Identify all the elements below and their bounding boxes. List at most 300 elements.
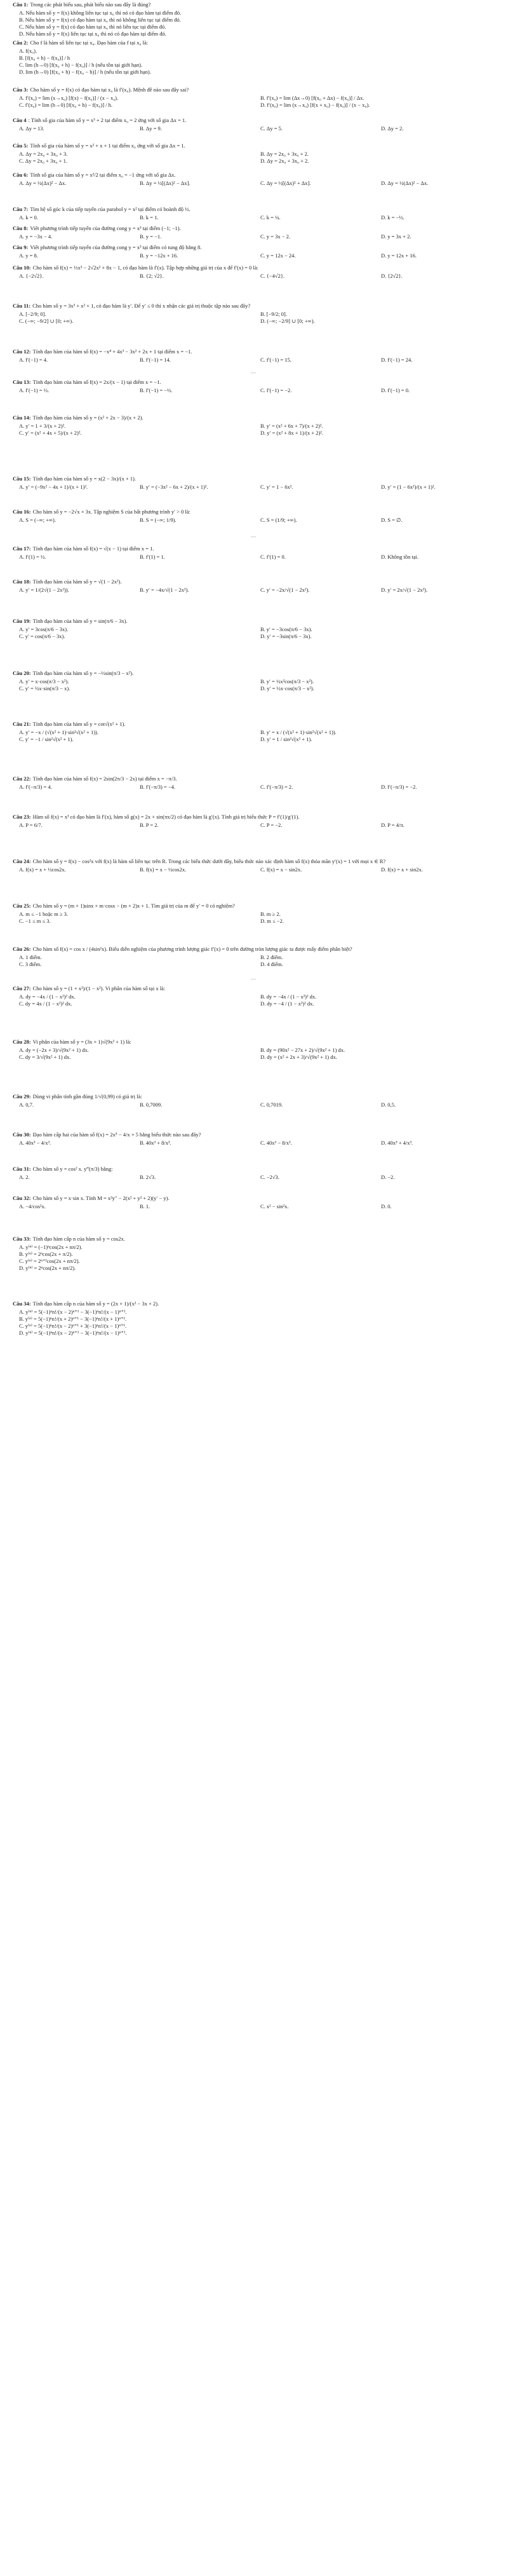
option-text: {2√2}. <box>387 273 403 279</box>
option-text: k = 1. <box>145 214 159 221</box>
option-text: dy = −4x / (1 − x²)² dx. <box>25 993 76 1000</box>
option-key: A. <box>19 954 25 960</box>
answer-options <box>13 993 495 1007</box>
option-text: dy = (90x² − 27x + 2)/√(9x² + 1) dx. <box>266 1047 345 1053</box>
question-9 <box>13 244 495 259</box>
answer-options <box>13 252 495 259</box>
option-text: Δy = ½[(Δx)² + Δx]. <box>266 180 311 186</box>
question-stem <box>13 414 495 421</box>
question-stem <box>13 348 495 355</box>
question-28 <box>13 1039 495 1061</box>
option-key: A. <box>19 151 25 157</box>
option-text: y = 3x − 2. <box>266 233 291 240</box>
option-text: y′ = −2x/√(1 − 2x²). <box>266 587 310 593</box>
option-key: A. <box>19 729 25 735</box>
answer-option-c <box>13 633 254 640</box>
option-key: C. <box>19 430 24 436</box>
option-key: D. <box>381 1174 387 1180</box>
option-key: A. <box>19 387 25 393</box>
option-key: C. <box>260 180 265 186</box>
option-text: y⁽ⁿ⁾ = 2ⁿ⁺¹cos(2x + nπ/2). <box>25 1258 80 1264</box>
question-4 <box>13 117 495 132</box>
question-5 <box>13 142 495 165</box>
option-text: 40x³ − 4/x³. <box>25 1140 51 1146</box>
option-text: dy = 3/√(9x² + 1) dx. <box>25 1054 71 1060</box>
option-key: D. <box>260 1054 266 1060</box>
answer-option-b <box>133 273 254 280</box>
question-stem <box>13 545 495 552</box>
option-text: [−9/2; 0]. <box>266 311 287 317</box>
option-key: C. <box>260 1140 265 1146</box>
question-number: Câu 24: <box>13 858 31 864</box>
question-text: Dùng vi phân tính gần đúng 1/√(0,99) có giá trị là: <box>32 1093 142 1100</box>
answer-options <box>13 484 495 491</box>
option-key: C. <box>19 961 24 967</box>
answer-option-a <box>13 125 133 132</box>
question-23 <box>13 814 495 829</box>
question-number: Câu 31: <box>13 1166 31 1172</box>
answer-option-a <box>13 95 254 102</box>
answer-options <box>13 866 495 873</box>
answer-option-a <box>13 151 254 158</box>
answer-option-d <box>375 357 495 364</box>
option-key: B. <box>260 626 265 632</box>
question-text: Tính đạo hàm của hàm số y = x(2 − 3x)/(x + 1). <box>32 475 136 482</box>
answer-option-d <box>375 125 495 132</box>
option-text: y′ = 1/(2√(1 − 2x²)). <box>25 587 69 593</box>
option-key: A. <box>19 1140 25 1146</box>
answer-options <box>13 1047 495 1061</box>
option-key: C. <box>260 1101 265 1108</box>
option-key: B. <box>260 678 265 685</box>
question-text: Tính đạo hàm cấp n của hàm số y = (2x + 1)/(x² − 3x + 2). <box>32 1300 159 1307</box>
answer-option-d <box>13 31 495 37</box>
option-text: y′ = −x / (√(x² + 1)·sin²√(x² + 1)). <box>25 729 98 735</box>
option-text: f′(−π/3) = 2. <box>266 784 293 790</box>
question-text: Tính số gia của hàm số y = x²/2 tại điểm x₀ = −1 ứng với số gia Δx. <box>30 172 176 178</box>
answer-option-a <box>13 273 133 280</box>
option-key: B. <box>140 214 145 221</box>
option-text: y′ = x·cos(π/3 − x²). <box>25 678 69 685</box>
option-key: A. <box>19 1047 25 1053</box>
option-key: B. <box>140 125 145 132</box>
option-text: Δy = 9. <box>145 125 162 132</box>
answer-option-d <box>254 961 495 968</box>
answer-options <box>13 784 495 791</box>
question-2 <box>13 39 495 76</box>
option-text: P = 6/7. <box>25 822 43 828</box>
question-number: Câu 18: <box>13 578 31 585</box>
option-key: B. <box>140 273 145 279</box>
answer-option-b <box>133 822 254 829</box>
option-text: y′ = 3cos(π/6 − 3x). <box>25 626 69 632</box>
question-number: Câu 26: <box>13 946 31 952</box>
option-key: B. <box>140 484 145 490</box>
option-text: Δy = ½(Δx)² − Δx. <box>25 180 67 186</box>
option-key: D. <box>260 318 266 324</box>
option-text: f′(−π/3) = −4. <box>145 784 176 790</box>
answer-option-d <box>375 822 495 829</box>
option-text: f′(x₀) = lim (x→x₀) [f(x) − f(x₀)] / (x − x₀). <box>25 95 119 101</box>
option-key: A. <box>19 866 25 873</box>
question-stem <box>13 721 495 728</box>
question-text: Viết phương trình tiếp tuyến của đường cong y = x³ tại điểm (−1; −1). <box>30 225 181 231</box>
option-text: 1. <box>145 1203 150 1210</box>
question-stem <box>13 1093 495 1100</box>
answer-option-b <box>254 954 495 961</box>
option-key: B. <box>19 55 24 61</box>
option-text: (−∞; −2/9] ∪ [0; +∞). <box>267 318 315 324</box>
answer-option-d <box>375 233 495 240</box>
option-text: y′ = 2x/√(1 − 2x²). <box>387 587 428 593</box>
answer-option-a <box>13 1101 133 1108</box>
answer-option-a <box>13 866 133 873</box>
option-text: y′ = (−3x² − 6x + 2)/(x + 1)². <box>145 484 208 490</box>
question-26 <box>13 946 495 968</box>
answer-option-c <box>254 1101 375 1108</box>
answer-option-c <box>13 736 254 743</box>
option-text: f′(1) = 1. <box>145 554 165 560</box>
answer-options <box>13 95 495 109</box>
option-key: B. <box>140 517 145 523</box>
option-text: y = −12x + 16. <box>145 252 178 259</box>
option-key: A. <box>19 587 25 593</box>
answer-option-b <box>254 1047 495 1054</box>
answer-option-c <box>254 1140 375 1147</box>
answer-option-c <box>254 387 375 394</box>
option-key: B. <box>260 95 265 101</box>
option-key: C. <box>19 918 24 924</box>
answer-option-b <box>133 252 254 259</box>
option-text: y′ = (x² + 8x + 1)/(x + 2)². <box>267 430 323 436</box>
question-number: Câu 1: <box>13 1 29 8</box>
question-stem <box>13 475 495 482</box>
answer-options <box>13 387 495 394</box>
option-text: P = −2. <box>266 822 283 828</box>
question-number: Câu 14: <box>13 414 31 421</box>
answer-option-a <box>13 10 495 17</box>
answer-options <box>13 911 495 925</box>
answer-option-d <box>254 430 495 437</box>
answer-option-b <box>254 311 495 318</box>
answer-option-c <box>13 961 254 968</box>
question-text: Tính đạo hàm của hàm số f(x) = √(x − 1) tại điểm x = 1. <box>32 545 154 552</box>
question-number: Câu 33: <box>13 1236 31 1242</box>
option-key: C. <box>260 252 265 259</box>
option-text: 40x³ + 8/x³. <box>145 1140 171 1146</box>
question-text: Trong các phát biểu sau, phát biểu nào sau đây là đúng? <box>30 1 151 8</box>
option-key: D. <box>260 102 266 108</box>
option-text: 40x³ + 4/x³. <box>387 1140 413 1146</box>
question-27 <box>13 985 495 1007</box>
answer-option-c <box>254 273 375 280</box>
option-text: f′(1) = 0. <box>266 554 286 560</box>
answer-options <box>13 151 495 165</box>
answer-option-a <box>13 678 254 685</box>
question-stem <box>13 858 495 865</box>
option-text: Δy = 2x₀ + 3x₀ + 2. <box>267 158 309 164</box>
question-number: Câu 13: <box>13 379 31 385</box>
question-30 <box>13 1131 495 1147</box>
answer-options <box>13 1244 495 1272</box>
answer-options <box>13 311 495 325</box>
question-text: Tính đạo hàm của hàm số y = (x² + 2x − 3)/(x + 2). <box>32 414 144 421</box>
question-21 <box>13 721 495 743</box>
answer-option-d <box>375 180 495 187</box>
answer-options <box>13 10 495 37</box>
question-number: Câu 3: <box>13 86 29 93</box>
answer-option-a <box>13 517 133 524</box>
answer-option-c <box>254 587 375 594</box>
answer-option-a <box>13 214 133 221</box>
option-key: A. <box>19 311 25 317</box>
answer-option-a <box>13 484 133 491</box>
option-text: −1 ≤ m ≤ 3. <box>25 918 51 924</box>
option-key: B. <box>140 1203 145 1210</box>
answer-option-c <box>254 517 375 524</box>
option-text: f(x₀). <box>25 48 37 54</box>
answer-option-d <box>375 484 495 491</box>
option-key: D. <box>260 736 266 742</box>
option-key: D. <box>19 1265 25 1271</box>
option-key: C. <box>260 357 265 363</box>
option-key: B. <box>140 233 145 240</box>
option-key: C. <box>260 387 265 393</box>
option-text: y⁽ⁿ⁾ = 5(−1)ⁿn!/(x − 2)ⁿ⁺¹ − 3(−1)ⁿn!/(x − 1)ⁿ⁺¹. <box>25 1309 127 1315</box>
option-text: k = ¼. <box>266 214 281 221</box>
answer-option-c <box>254 554 375 561</box>
option-key: D. <box>19 1330 25 1336</box>
option-key: D. <box>260 430 266 436</box>
answer-options <box>13 678 495 692</box>
option-text: dy = (−2x + 3)/√(9x² + 1) dx. <box>25 1047 89 1053</box>
question-number: Câu 12: <box>13 348 31 355</box>
answer-option-b <box>133 357 254 364</box>
answer-option-b <box>254 911 495 918</box>
option-text: {−4√2}. <box>266 273 285 279</box>
answer-options <box>13 517 495 524</box>
question-13 <box>13 379 495 394</box>
option-text: 0,7009. <box>145 1101 163 1108</box>
answer-options <box>13 954 495 968</box>
option-key: D. <box>260 158 266 164</box>
answer-option-c <box>254 180 375 187</box>
answer-option-d <box>375 1174 495 1181</box>
option-text: S = ∅. <box>387 517 403 523</box>
option-text: 4 điểm. <box>267 961 283 967</box>
question-number: Câu 9: <box>13 244 29 250</box>
option-text: f′(−1) = −½. <box>145 387 173 393</box>
answer-option-b <box>133 484 254 491</box>
question-stem <box>13 172 495 179</box>
option-text: f′(−1) = 14. <box>145 357 171 363</box>
answer-options <box>13 587 495 594</box>
option-key: A. <box>19 252 25 259</box>
option-key: C. <box>19 1258 24 1264</box>
question-34 <box>13 1300 495 1337</box>
option-key: C. <box>260 554 265 560</box>
option-key: C. <box>19 1323 24 1329</box>
answer-option-b <box>133 387 254 394</box>
answer-option-b <box>133 1203 254 1210</box>
option-text: dy = 4x / (1 − x²)² dx. <box>25 1000 72 1007</box>
answer-option-b <box>133 214 254 221</box>
option-key: C. <box>19 318 24 324</box>
option-key: C. <box>19 62 24 68</box>
option-key: C. <box>19 685 24 692</box>
option-text: f(x) = x − sin2x. <box>266 866 302 873</box>
option-key: B. <box>140 866 145 873</box>
answer-option-b <box>133 517 254 524</box>
option-key: D. <box>381 1101 387 1108</box>
question-text: Cho hàm số y = cos² x. y‴(π/3) bằng: <box>32 1166 113 1172</box>
answer-options <box>13 1101 495 1108</box>
question-number: Câu 30: <box>13 1131 31 1138</box>
option-text: y′ = −3cos(π/6 − 3x). <box>266 626 312 632</box>
option-text: dy = −4 / (1 − x²)² dx. <box>267 1000 314 1007</box>
answer-option-a <box>13 1203 133 1210</box>
answer-options <box>13 729 495 743</box>
option-key: D. <box>381 784 387 790</box>
option-text: f′(1) = ½. <box>25 554 46 560</box>
question-text: Tính đạo hàm của hàm số f(x) = 2sin(2π/3 − 2x) tại điểm x = −π/3. <box>32 775 177 782</box>
option-text: y′ = −4x/√(1 − 2x²). <box>145 587 189 593</box>
option-text: −2√3. <box>266 1174 279 1180</box>
question-stem <box>13 1166 495 1173</box>
question-number: Câu 29: <box>13 1093 31 1100</box>
question-text: Vi phân của hàm số y = (3x + 1)√(9x² + 1) là: <box>32 1039 131 1045</box>
option-key: A. <box>19 911 25 917</box>
question-number: Câu 8: <box>13 225 29 231</box>
answer-option-d <box>375 554 495 561</box>
option-text: y′ = ½x²cos(π/3 − x²). <box>266 678 314 685</box>
answer-options <box>13 1203 495 1210</box>
question-text: Tính đạo hàm của hàm số y = cot√(x² + 1). <box>32 721 126 727</box>
answer-option-b <box>133 784 254 791</box>
option-text: [−2/9; 0]. <box>25 311 46 317</box>
option-text: y′ = cos(π/6 − 3x). <box>25 633 65 639</box>
question-stem <box>13 225 495 232</box>
answer-option-d <box>375 587 495 594</box>
question-number: Câu 20: <box>13 670 31 676</box>
answer-option-a <box>13 233 133 240</box>
question-15 <box>13 475 495 491</box>
question-stem <box>13 618 495 625</box>
question-number: Câu 19: <box>13 618 31 624</box>
option-key: C. <box>260 587 265 593</box>
question-number: Câu 2: <box>13 39 29 46</box>
option-text: Nếu hàm số y = f(x) có đạo hàm tại x₀ thì nó không liên tục tại điểm đó. <box>25 17 181 23</box>
answer-option-d <box>375 866 495 873</box>
option-text: 2 điểm. <box>266 954 283 960</box>
answer-option-b <box>133 125 254 132</box>
option-text: y = 12x − 24. <box>266 252 296 259</box>
option-key: D. <box>381 273 387 279</box>
question-number: Câu 10: <box>13 264 31 271</box>
option-key: C. <box>260 484 265 490</box>
option-key: C. <box>19 736 24 742</box>
option-text: 0,7. <box>25 1101 34 1108</box>
question-stem <box>13 814 495 821</box>
option-key: D. <box>381 252 387 259</box>
answer-option-b <box>254 729 495 736</box>
option-text: y = −3x − 4. <box>25 233 53 240</box>
option-text: y′ = −1 / sin²√(x² + 1). <box>25 736 74 742</box>
question-33 <box>13 1236 495 1272</box>
answer-option-a <box>13 387 133 394</box>
option-text: y⁽ⁿ⁾ = (−1)ⁿcos(2x + nπ/2). <box>25 1244 83 1250</box>
option-text: f′(−π/3) = 4. <box>25 784 52 790</box>
question-stem <box>13 264 495 271</box>
option-key: A. <box>19 357 25 363</box>
option-text: {−2√2}. <box>25 273 44 279</box>
answer-option-b <box>254 993 495 1000</box>
option-text: 0,7019. <box>266 1101 283 1108</box>
option-text: f(x) = x + ½cos2x. <box>25 866 66 873</box>
option-key: A. <box>19 517 25 523</box>
question-stem <box>13 1236 495 1243</box>
answer-options <box>13 626 495 640</box>
question-number: Câu 23: <box>13 814 31 820</box>
option-text: S = (−∞; 1/9). <box>145 517 177 523</box>
answer-option-b <box>133 233 254 240</box>
option-text: y = 8. <box>25 252 38 259</box>
option-key: B. <box>140 554 145 560</box>
option-text: f′(x₀) = lim (h→0) [f(x₀ + h) − f(x₀)] / h. <box>25 102 113 108</box>
option-text: lim (h→0) [f(x₀ + h) − f(x₀ − h)] / h (nếu tồn tại giới hạn). <box>25 69 151 75</box>
option-text: 0,5. <box>387 1101 396 1108</box>
option-key: C. <box>260 784 265 790</box>
option-key: C. <box>19 158 24 164</box>
option-text: Δy = 13. <box>25 125 44 132</box>
question-number: Câu 21: <box>13 721 31 727</box>
option-text: y = 12x + 16. <box>387 252 417 259</box>
answer-option-b <box>13 55 495 62</box>
option-key: B. <box>260 311 265 317</box>
option-key: B. <box>19 1316 24 1322</box>
option-key: A. <box>19 125 25 132</box>
option-key: B. <box>140 357 145 363</box>
option-text: f′(x₀) = lim (x→x₀) [f(x + x₀) − f(x₀)] / (x − x₀). <box>267 102 370 108</box>
question-number: Câu 25: <box>13 903 31 909</box>
question-text: Đạo hàm cấp hai của hàm số f(x) = 2x⁵ − 4/x + 5 bằng biểu thức nào sau đây? <box>32 1131 201 1138</box>
answer-option-b <box>254 678 495 685</box>
option-text: f′(−1) = 4. <box>25 357 48 363</box>
answer-option-c <box>13 1000 254 1007</box>
option-key: A. <box>19 678 25 685</box>
question-stem <box>13 1300 495 1307</box>
option-key: B. <box>140 587 145 593</box>
option-text: lim (h→0) [f(x₀ + h) − f(x₀)] / h (nếu tồn tại giới hạn). <box>25 62 143 68</box>
option-key: B. <box>140 1140 145 1146</box>
answer-option-d <box>13 69 495 76</box>
option-key: B. <box>260 1047 265 1053</box>
option-key: A. <box>19 993 25 1000</box>
question-text: Cho hàm số y = f(x) − cos²x với f(x) là hàm số liên tục trên R. Trong các biểu thức dưới đây, biểu thức nào xác định hàm số f(x) thỏa mãn y′(x) = 1 với mọi x ∈ R? <box>32 858 386 864</box>
answer-option-c <box>254 484 375 491</box>
answer-option-a <box>13 822 133 829</box>
question-3 <box>13 86 495 109</box>
answer-option-c <box>254 1203 375 1210</box>
option-key: D. <box>260 1000 266 1007</box>
answer-option-a <box>13 1174 133 1181</box>
answer-option-c <box>13 918 254 925</box>
question-text: Cho hàm số y = 3x³ + x² + 1, có đạo hàm là y′. Để y′ ≤ 0 thì x nhận các giá trị thuộc tập nào sau đây? <box>32 303 251 309</box>
answer-option-d <box>375 1101 495 1108</box>
option-key: B. <box>140 1174 145 1180</box>
answer-option-a <box>13 252 133 259</box>
answer-option-c <box>254 214 375 221</box>
